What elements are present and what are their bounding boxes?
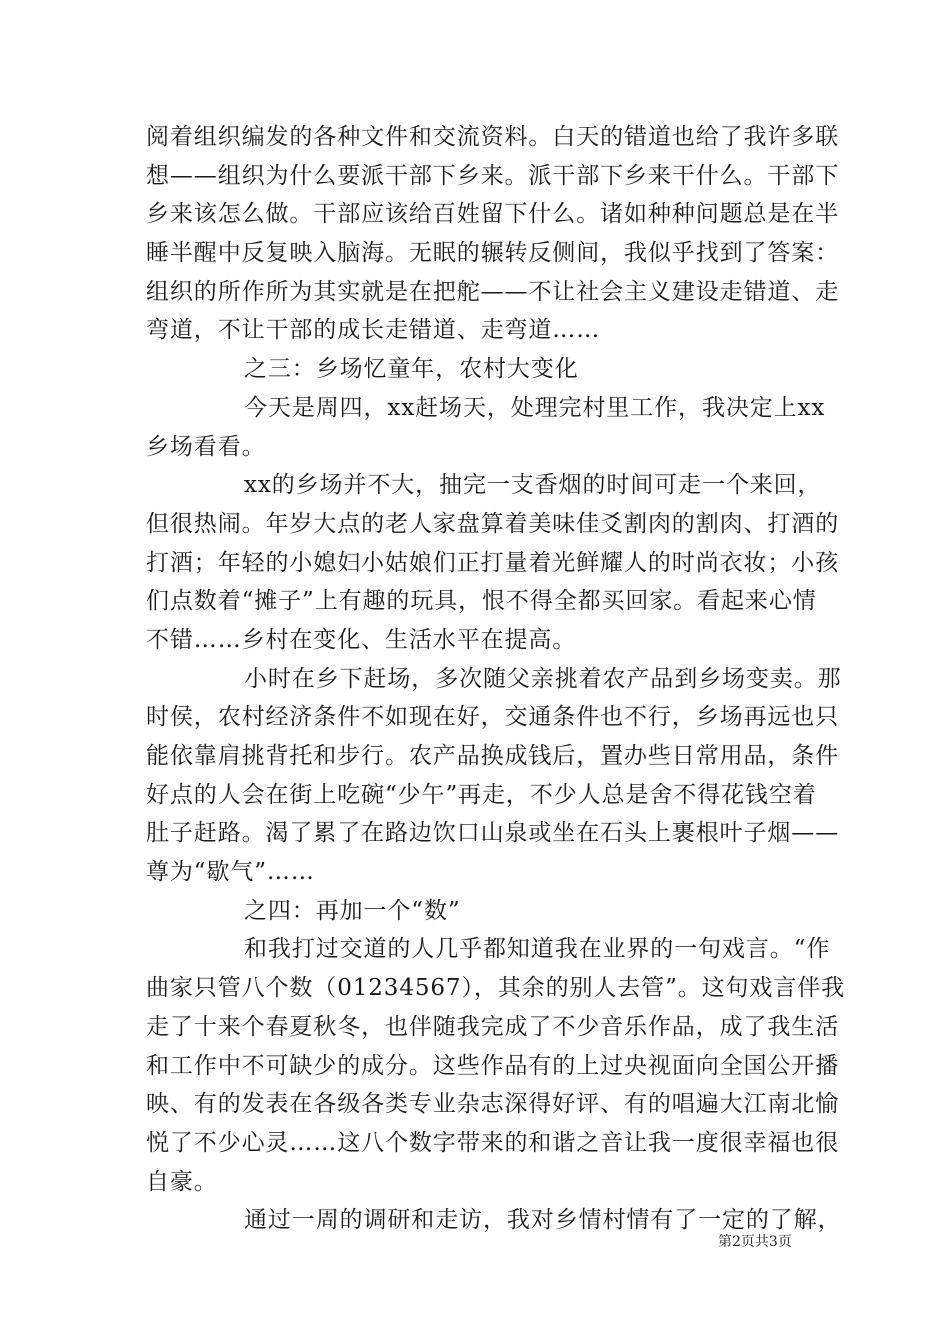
page-number: 第2页共3页	[718, 1234, 792, 1250]
text-line: 之三：乡场忆童年，农村大变化	[244, 356, 579, 383]
text-line: 今天是周四，xx赶场天，处理完村里工作，我决定上xx	[244, 394, 826, 421]
text-line: 肚子赶路。渴了累了在路边饮口山泉或坐在石头上裹根叶子烟——	[146, 820, 840, 847]
text-line: 走了十来个春夏秋冬，也伴随我完成了不少音乐作品，成了我生活	[146, 1013, 840, 1040]
text-line: 组织的所作所为其实就是在把舵——不让社会主义建设走错道、走	[146, 278, 840, 305]
paragraph	[146, 660, 842, 892]
text-line: xx的乡场并不大，抽完一支香烟的时间可走一个来回，	[244, 472, 822, 499]
text-line: 好点的人会在街上吃碗“少午”再走，不少人总是舍不得花钱空着	[146, 781, 817, 808]
paragraph	[146, 118, 840, 350]
paragraph	[146, 466, 840, 659]
text-line: 曲家只管八个数（01234567），其余的别人去管”。这句戏言伴我	[146, 975, 846, 1002]
text-line: 自豪。	[146, 1168, 218, 1195]
section-heading	[146, 892, 810, 931]
text-line: 悦了不少心灵……这八个数字带来的和谐之音让我一度很幸福也很	[146, 1129, 840, 1156]
text-line: 睡半醒中反复映入脑海。无眠的辗转反侧间，我似乎找到了答案：	[146, 240, 840, 267]
body-text	[146, 118, 846, 1240]
text-line: 尊为“歇气”……	[146, 859, 315, 886]
text-line: 和工作中不可缺少的成分。这些作品有的上过央视面向全国公开播	[146, 1052, 840, 1079]
text-line: 弯道，不让干部的成长走错道、走弯道……	[146, 317, 601, 344]
text-line: 映、有的发表在各级各类专业杂志深得好评、有的唱遍大江南北愉	[146, 1091, 840, 1118]
text-line: 乡场看看。	[146, 433, 266, 460]
text-line: 阅着组织编发的各种文件和交流资料。白天的错道也给了我许多联	[146, 124, 840, 150]
text-line: 打酒；年轻的小媳妇小姑娘们正打量着光鲜耀人的时尚衣妆；小孩	[146, 549, 840, 576]
paragraph	[146, 930, 846, 1201]
text-line: 不错……乡村在变化、生活水平在提高。	[146, 626, 577, 653]
text-line: 小时在乡下赶场，多次随父亲挑着农产品到乡场变卖。那	[244, 665, 842, 692]
text-line: 通过一周的调研和走访，我对乡情村情有了一定的了解，	[244, 1207, 842, 1234]
text-line: 乡来该怎么做。干部应该给百姓留下什么。诸如种种问题总是在半	[146, 201, 840, 228]
section-heading	[146, 350, 810, 389]
text-line: 时侯，农村经济条件不如现在好，交通条件也不行，乡场再远也只	[146, 704, 840, 731]
paragraph	[146, 1201, 842, 1240]
text-line: 能依靠肩挑背托和步行。农产品换成钱后，置办些日常用品，条件	[146, 743, 840, 769]
text-line: 之四：再加一个“数”	[244, 897, 461, 924]
text-line: 但很热闹。年岁大点的老人家盘算着美味佳爻割肉的割肉、打酒的	[146, 510, 840, 537]
text-line: 们点数着“摊子”上有趣的玩具，恨不得全都买回家。看起来心情	[146, 588, 817, 615]
text-line: 想——组织为什么要派干部下乡来。派干部下乡来干什么。干部下	[146, 162, 840, 189]
text-line: 和我打过交道的人几乎都知道我在业界的一句戏言。“作	[244, 936, 831, 963]
paragraph	[146, 389, 826, 466]
